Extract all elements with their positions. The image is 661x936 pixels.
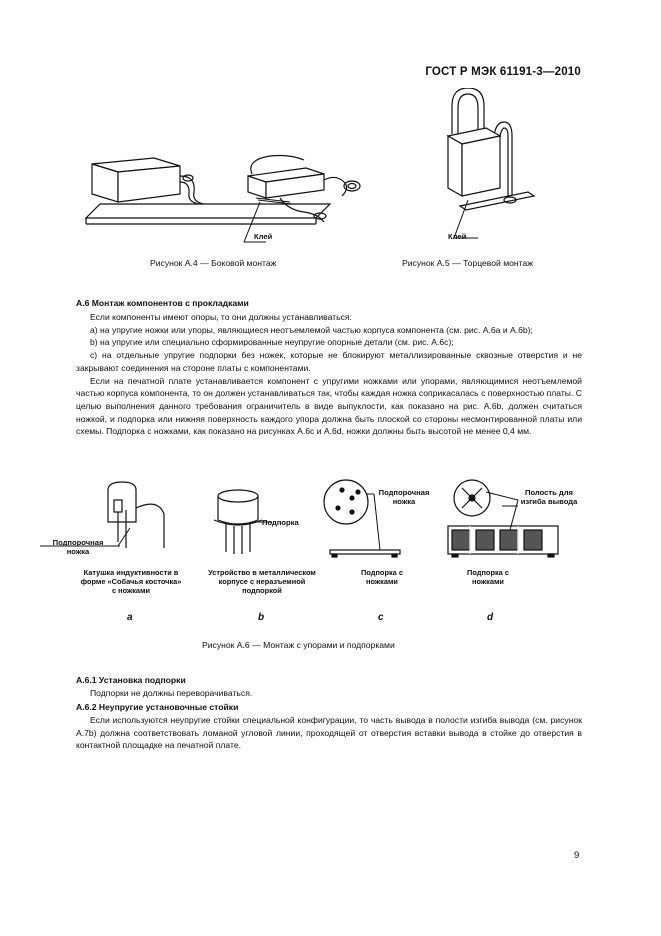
- section-a6-item-b: b) на упругие или специально сформированные неупругие опорные детали (см. рис. А.6с);: [90, 337, 454, 348]
- page-number: 9: [574, 850, 580, 861]
- figure-a4-drawing: [80, 140, 380, 250]
- figure-a6a-inductor: [100, 482, 190, 548]
- figure-a6-drawing: [40, 470, 600, 570]
- figure-a6d-letter: d: [487, 612, 494, 623]
- figure-a6a-letter: a: [127, 612, 133, 623]
- figure-a6b-description: Устройство в металлическом корпусе с неразъемной подпоркой: [208, 568, 316, 595]
- figure-a6b-callout: Подпорка: [262, 518, 299, 527]
- section-a6-line-intro: Если компоненты имеют опоры, то они должны устанавливаться:: [90, 312, 352, 322]
- figure-a6d-description: Подпорка с ножками: [467, 568, 509, 586]
- figure-a6a-callout: Подпорочная ножка: [52, 538, 104, 556]
- figure-a6c-letter: c: [378, 612, 384, 623]
- figure-a6-caption: Рисунок А.6 — Монтаж с упорами и подпорками: [202, 640, 395, 650]
- figure-a6b-letter: b: [258, 612, 265, 623]
- section-a6-title: А.6 Монтаж компонентов с прокладками: [76, 298, 249, 308]
- section-a61-title: А.6.1 Установка подпорки: [76, 675, 186, 685]
- section-a6-body: [76, 311, 582, 438]
- figure-a4-caption: Рисунок А.4 — Боковой монтаж: [150, 258, 277, 268]
- figure-a6a-description: Катушка индуктивности в форме «Собачья косточка» с ножками: [80, 568, 182, 595]
- figure-a6c-description: Подпорка с ножками: [361, 568, 403, 586]
- figure-a4-glue-label: Клей: [254, 232, 273, 241]
- figure-a5-drawing: [430, 88, 560, 248]
- section-a62-text: Если используются неупругие стойки специальной конфигурации, то часть вывода в полости изгиба вывода (см. рисунок А.7b) должна соответствовать ломаной угловой линии, проходящей от отверстия вставки вывода в стойке до отверстия в контактной площадке на печатной плате.: [76, 715, 582, 751]
- document-header: ГОСТ Р МЭК 61191-3—2010: [425, 66, 581, 78]
- figure-a5-glue-label: Клей: [448, 232, 467, 241]
- section-a6-paragraph: Если на печатной плате устанавливается компонент с упругими ножками или упорами, являющимися неотъемлемой частью корпуса компонента, то он должен устанавливаться так, чтобы каждая ножка соприкасалась с поверхностью платы. С целью выполнения данного требования ограничитель в виде выпуклости, как показано на рис. А.6b, должен считаться ножкой, и подпорка или нижняя поверхность каждого упора должна быть плоской со стороны несмонтированной платы или схемы. Подпорка с ножками, как показано на рисунках А.6с и А.6d, ножки должны быть высотой не менее 0,4 мм.: [76, 375, 582, 437]
- section-a6-item-c: с) на отдельные упругие подпорки без ножек, которые не блокируют металлизированные сквозные отверстия и не закрывают соединения на стороне платы с компонентами.: [76, 350, 582, 373]
- figure-a5-caption: Рисунок А.5 — Торцевой монтаж: [402, 258, 534, 268]
- figure-a6c-callout: Подпорочная ножка: [378, 488, 430, 506]
- figure-a6d-callout: Полость для изгиба вывода: [520, 488, 578, 506]
- section-a62-body: [76, 714, 582, 752]
- section-a61-text: Подпорки не должны переворачиваться.: [90, 688, 253, 698]
- section-a6-item-a: а) на упругие ножки или упоры, являющиеся неотъемлемой частью корпуса компонента (см. рис. А.6а и А.6b);: [90, 324, 533, 335]
- section-a61-body: [76, 687, 582, 700]
- section-a62-title: А.6.2 Неупругие установочные стойки: [76, 702, 239, 712]
